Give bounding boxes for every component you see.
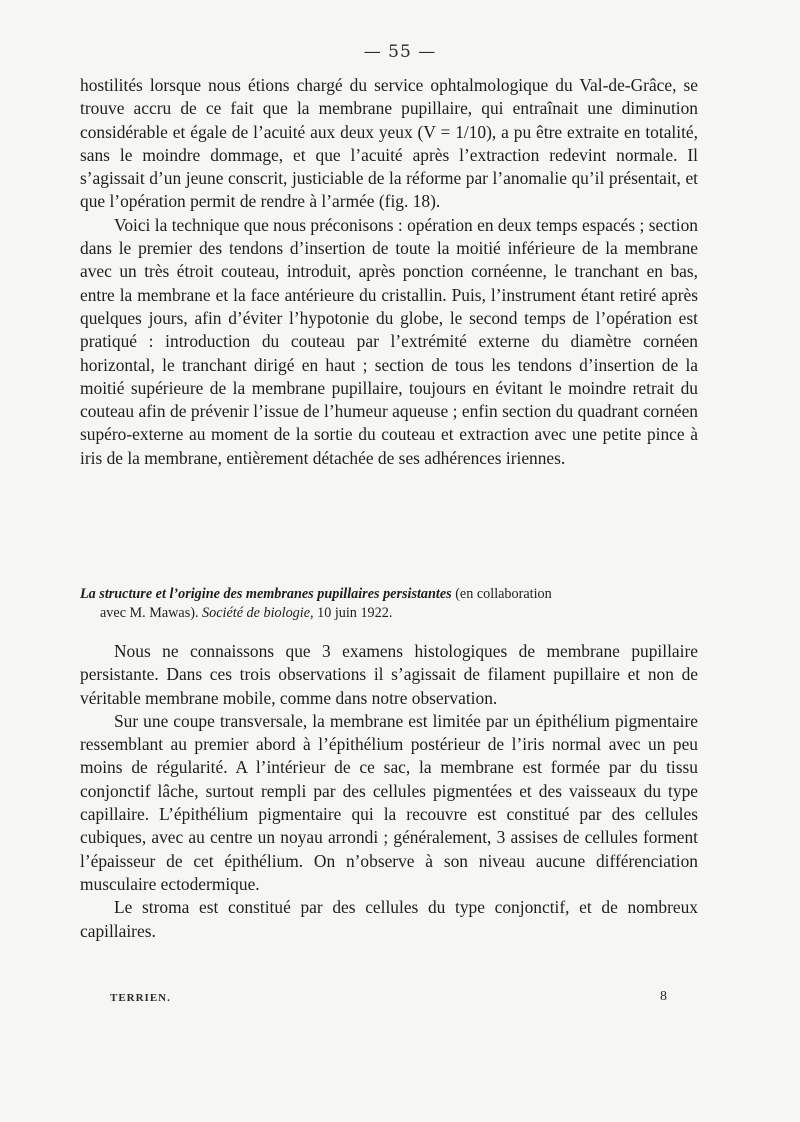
paragraph-stroma: Le stroma est constitué par des cellules du type conjonctif, et de nombreux capillaires. [80,897,698,941]
citation-journal: Société de biologie, [202,605,314,621]
paragraph-technique: Voici la technique que nous préconisons : opération en deux temps espacés ; section dans le premier des tendons d’insertion de toute la moitié inférieure de la membrane avec un très étroit couteau, introduit, après ponction cornéenne, le tranchant en bas, entre la membrane et la face antérieure du cristallin. Puis, l’instrument étant retiré après quelques jours, afin d’éviter l’hypotonie du globe, le second temps de l’opération est pratiqué : introduction du couteau par l’extrémité externe du diamètre cornéen horizontal, le tranchant dirigé en haut ; section de tous les tendons d’insertion de la moitié supérieure de la membrane pupillaire, toujours en évitant le moindre retrait du couteau afin de prévenir l’issue de l’humeur aqueuse ; enfin section du quadrant cornéen supéro-externe au moment de la sortie du couteau et extraction avec une petite pince à iris de la membrane, entièrement détachée de ses adhérences iriennes. [80,214,698,468]
citation-second-line [80,604,698,623]
citation-collaboration-rest: avec M. Mawas). [100,605,199,621]
page-number: — 55 — [363,42,437,62]
bibliographic-citation [80,585,698,623]
paragraph-cross-section: Sur une coupe transversale, la membrane est limitée par un épithélium pigmentaire ressemblant au premier abord à l’épithélium postérieur de l’iris normal avec un peu moins de régularité. A l’intérieur de ce sac, la membrane est formée par du tissu conjonctif lâche, surtout rempli par des cellules pigmentées et des vaisseaux du type capillaire. L’épithélium pigmentaire qui la recouvre est constitué par des cellules cubiques, avec au centre un noyau arrondi ; généralement, 3 assises de cellules forment l’épaisseur de cet épithélium. On n’observe à son niveau aucune différenciation musculaire ectodermique. [80,710,698,894]
text-section-surgical-technique [80,74,698,470]
paragraph-case-report: hostilités lorsque nous étions chargé du service ophtalmologique du Val-de-Grâce, se trouve accru de ce fait que la membrane pupillaire, qui entraînait une diminution considérable et égale de l’acuité aux deux yeux (V = 1/10), a pu être extraite en totalité, sans le moindre dommage, et que l’acuité après l’extraction redevint normale. Il s’agissait d’un jeune conscrit, justiciable de la réforme par l’anomalie qu’il présentait, et que l’opération permit de rendre à l’armée (fig. 18). [80,75,698,212]
citation-date: 10 juin 1922. [317,605,393,621]
footer-signature-mark: 8 [660,989,667,1004]
text-section-histology [80,640,698,943]
paragraph-histology-intro: Nous ne connaissons que 3 examens histologiques de membrane pupillaire persistante. Dans ces trois observations il s’agissait de filament pupillaire et non de véritable membrane mobile, comme dans notre observation. [80,641,698,708]
citation-collaboration-open: (en collaboration [455,586,552,602]
citation-title: La structure et l’origine des membranes pupillaires persistantes [80,586,452,602]
footer-author: TERRIEN. [110,992,171,1004]
